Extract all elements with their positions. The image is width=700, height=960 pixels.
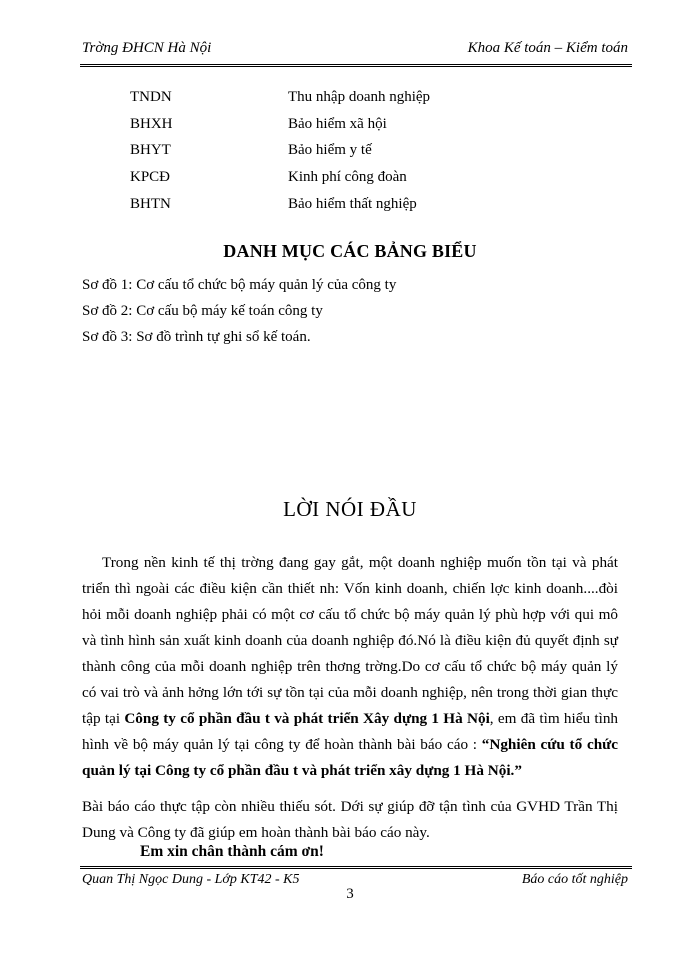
abbreviation-code: KPCĐ [130,169,171,185]
company-name: Công ty cổ phần đầu t và phát triển Xây dựng 1 Hà Nội [124,710,490,727]
header-faculty: Khoa Kế toán – Kiểm toán [467,40,628,56]
abbreviation-row [130,142,590,164]
abbreviation-row [130,89,590,111]
abbreviation-code: BHXH [130,116,173,132]
thanks-line: Em xin chân thành cám ơn! [140,843,324,860]
diagram-list [82,274,396,352]
abbreviation-code: BHYT [130,142,171,158]
diagram-list-item: Sơ đồ 1: Cơ cấu tổ chức bộ máy quản lý của công ty [82,277,397,293]
preface-title: LỜI NÓI ĐẦU [283,497,417,521]
diagram-list-title: DANH MỤC CÁC BẢNG BIỂU [223,241,477,261]
preface-paragraph-1 [82,550,618,784]
abbreviation-code: TNDN [130,89,172,105]
abbreviation-desc: Bảo hiểm xã hội [288,116,387,132]
header-rule [80,64,632,67]
diagram-list-item: Sơ đồ 2: Cơ cấu bộ máy kế toán công ty [82,303,323,319]
diagram-list-item: Sơ đồ 3: Sơ đồ trình tự ghi sổ kế toán. [82,329,311,345]
abbreviation-desc: Bảo hiểm y tế [288,142,372,158]
abbreviation-row [130,169,590,191]
header-school: Trờng ĐHCN Hà Nội [82,40,212,56]
abbreviation-desc: Kinh phí công đoàn [288,169,407,185]
page-header [82,40,628,62]
footer-author: Quan Thị Ngọc Dung - Lớp KT42 - K5 [82,872,300,887]
footer-report-type: Báo cáo tốt nghiệp [521,872,628,887]
preface-text: Trong nền kinh tế thị trờng đang gay gắt, một doanh nghiệp muốn tồn tại và phát triển thì ngoài các điều kiện cần thiết nh: Vốn kinh doanh, chiến lợc kinh doanh....đòi hỏi mỗi doanh nghiệp phải có một cơ cấu tổ chức bộ máy quản lý phù hợp với qui mô và tình hình sản xuất kinh doanh của doanh nghiệp đó.Nó là điều kiện đủ quyết định sự thành công của mỗi doanh nghiệp trên thơng trờng.Do cơ cấu tổ chức bộ máy quản lý có vai trò và ảnh hởng lớn tới sự tồn tại của mỗi doanh nghiệp, nên trong thời gian thực tập tại [82,554,618,727]
abbreviation-code: BHTN [130,196,171,212]
report-topic: “Nghiên cứu tổ chức quản lý tại Công ty cổ phần đầu t và phát triển xây dựng 1 Hà Nội.” [82,736,618,779]
footer-rule [80,866,632,869]
abbreviation-row [130,116,590,138]
abbreviation-desc: Bảo hiểm thất nghiệp [288,196,417,212]
page-number: 3 [346,886,354,902]
preface-paragraph-2: Bài báo cáo thực tập còn nhiều thiếu sót. Dới sự giúp đỡ tận tình của GVHD Trần Thị Dung và Công ty đã giúp em hoàn thành bài báo cáo này. [82,798,618,841]
abbreviation-row [130,196,590,218]
preface-text: , em đã tìm hiểu tình hình về bộ máy quản lý tại công ty để hoàn thành bài báo cáo : [82,710,619,753]
abbreviation-desc: Thu nhập doanh nghiệp [288,89,431,105]
